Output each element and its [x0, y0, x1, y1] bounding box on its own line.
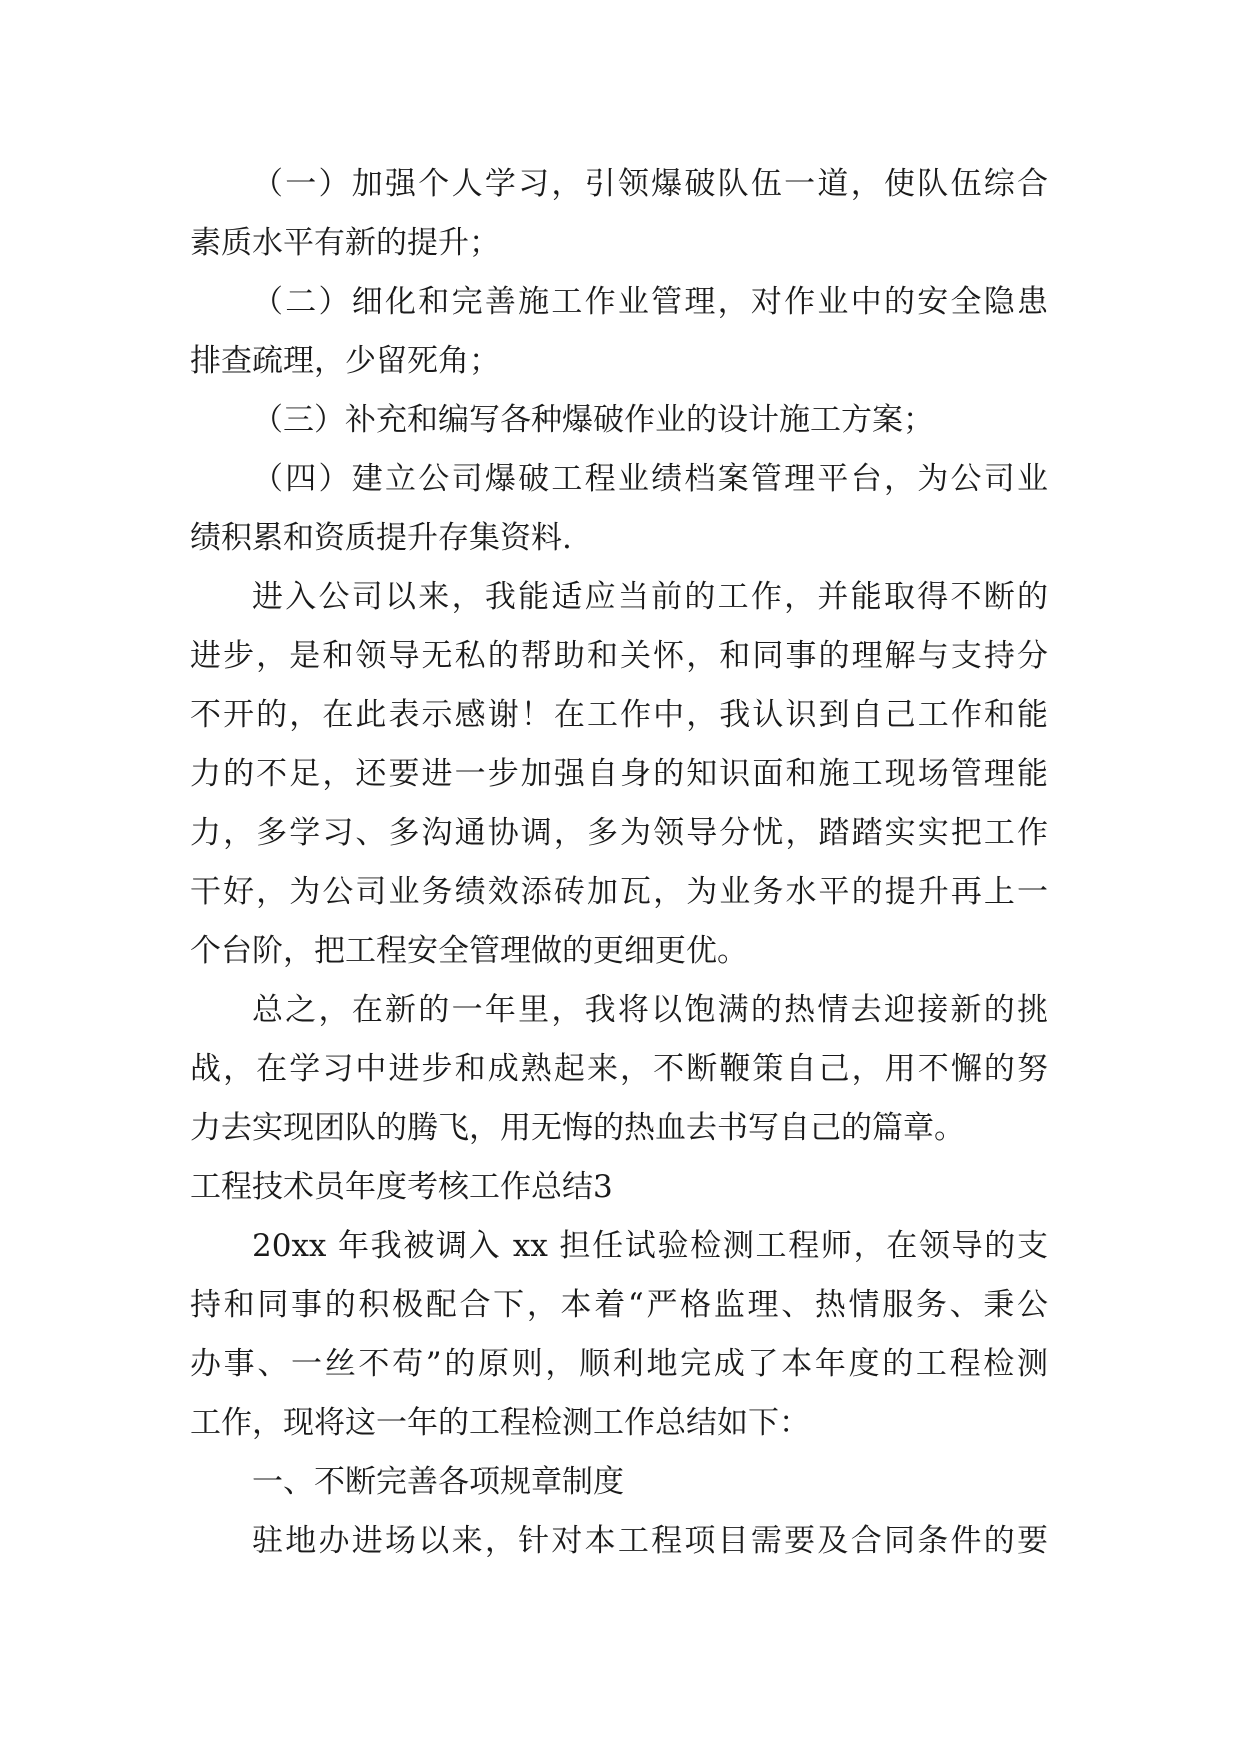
text-line: （三）补充和编写各种爆破作业的设计施工方案；	[252, 402, 934, 438]
text-line: 不开的，在此表示感谢！在工作中，我认识到自己工作和能	[190, 697, 1048, 733]
text-line: 力，多学习、多沟通协调，多为领导分忧，踏踏实实把工作	[190, 815, 1048, 851]
text-line: 进入公司以来，我能适应当前的工作，并能取得不断的	[252, 579, 1048, 615]
text-line: 20xx 年我被调入 xx 担任试验检测工程师，在领导的支	[252, 1228, 1048, 1264]
text-line: 持和同事的积极配合下，本着“严格监理、热情服务、秉公	[190, 1287, 1048, 1323]
text-line: 战，在学习中进步和成熟起来，不断鞭策自己，用不懈的努	[190, 1051, 1048, 1087]
text-line: （四）建立公司爆破工程业绩档案管理平台，为公司业	[252, 461, 1048, 497]
text-line: 干好，为公司业务绩效添砖加瓦，为业务水平的提升再上一	[190, 874, 1048, 910]
subsection-heading: 一、不断完善各项规章制度	[252, 1464, 624, 1500]
text-line: 个台阶，把工程安全管理做的更细更优。	[190, 933, 748, 969]
text-line: 进步，是和领导无私的帮助和关怀，和同事的理解与支持分	[190, 638, 1048, 674]
text-line: 素质水平有新的提升；	[190, 225, 500, 261]
text-line: 工作，现将这一年的工程检测工作总结如下：	[190, 1405, 810, 1441]
text-line: （二）细化和完善施工作业管理，对作业中的安全隐患	[252, 284, 1048, 320]
text-line: 绩积累和资质提升存集资料.	[190, 520, 572, 556]
text-line: 办事、一丝不苟”的原则，顺利地完成了本年度的工程检测	[190, 1346, 1048, 1382]
document-page	[190, 155, 1048, 1571]
section-heading: 工程技术员年度考核工作总结3	[190, 1169, 613, 1205]
text-line: 总之，在新的一年里，我将以饱满的热情去迎接新的挑	[252, 992, 1048, 1028]
text-line: 力去实现团队的腾飞，用无悔的热血去书写自己的篇章。	[190, 1110, 965, 1146]
text-line: 力的不足，还要进一步加强自身的知识面和施工现场管理能	[190, 756, 1048, 792]
text-line: （一）加强个人学习，引领爆破队伍一道，使队伍综合	[252, 166, 1048, 202]
text-line: 排查疏理，少留死角；	[190, 343, 500, 379]
text-line: 驻地办进场以来，针对本工程项目需要及合同条件的要	[252, 1523, 1048, 1559]
